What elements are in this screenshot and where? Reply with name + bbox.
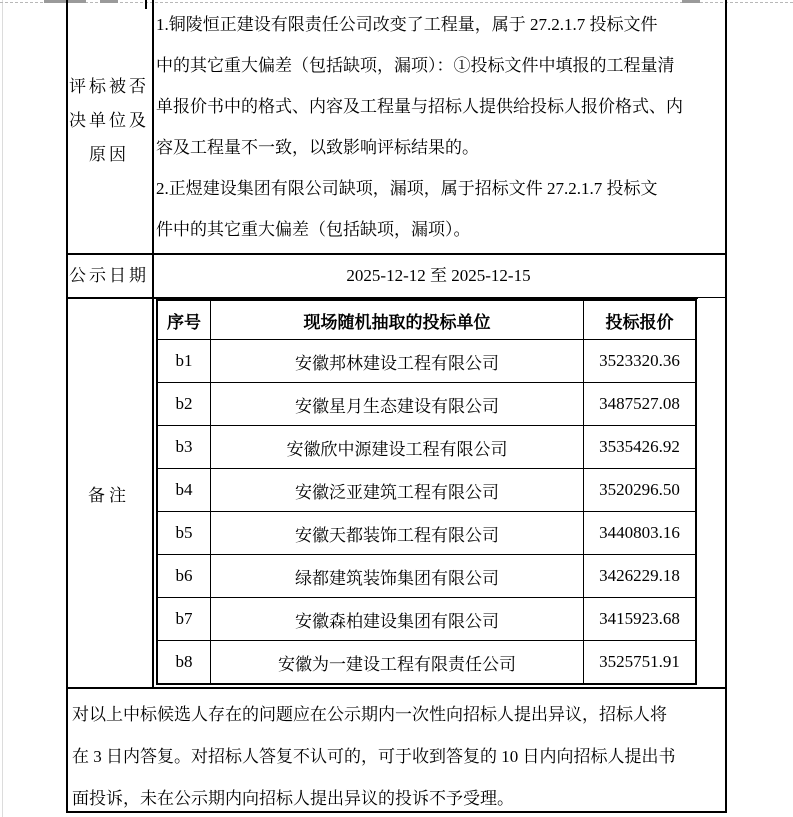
reject-label-line: 评标被否 (69, 77, 149, 96)
row-seq: b8 (175, 652, 193, 671)
row-price: 3487527.08 (583, 383, 695, 425)
reject-label-line: 原因 (89, 145, 129, 164)
row-company: 安徽泛亚建筑工程有限公司 (210, 469, 583, 511)
header-seq: 序号 (167, 312, 201, 332)
page-edge-line (2, 0, 3, 817)
row-company: 安徽天都装饰工程有限公司 (210, 512, 583, 554)
row-price: 3415923.68 (583, 598, 695, 640)
row-seq: b6 (175, 566, 193, 585)
row-seq: b3 (175, 437, 193, 456)
reject-text-line: 单报价书中的格式、内容及工程量与招标人提供给投标人报价格式、内 (156, 97, 683, 116)
row-divider (66, 687, 727, 689)
reject-text-line: 件中的其它重大偏差（包括缺项，漏项）。 (156, 220, 471, 239)
row-seq: b1 (175, 351, 193, 370)
row-price: 3426229.18 (583, 555, 695, 597)
reject-row-content (156, 4, 723, 250)
row-seq: b5 (175, 523, 193, 542)
objection-notice (72, 694, 722, 817)
reject-text-line: 容及工程量不一致，以致影响评标结果的。 (156, 138, 479, 157)
table-row (158, 425, 695, 468)
notice-text-line: 在 3 日内答复。对招标人答复不认可的，可于收到答复的 10 日内向招标人提出书 (72, 747, 676, 766)
row-divider (698, 297, 727, 298)
bid-table-header-row (158, 301, 695, 339)
publicity-date-value: 2025-12-12 至 2025-12-15 (346, 266, 531, 285)
notice-text-line: 对以上中标候选人存在的问题应在公示期内一次性向招标人提出异议，招标人将 (72, 705, 667, 724)
table-row (158, 382, 695, 425)
reject-row-label (66, 70, 152, 172)
bid-table (156, 299, 697, 685)
row-seq: b2 (175, 394, 193, 413)
reject-label-line: 决单位及 (69, 111, 149, 130)
table-row (158, 597, 695, 640)
row-price: 3525751.91 (583, 641, 695, 683)
bid-table-body (158, 339, 695, 683)
label-column-divider (152, 0, 154, 689)
table-row (158, 640, 695, 683)
row-company: 安徽星月生态建设有限公司 (210, 383, 583, 425)
row-company: 安徽为一建设工程有限责任公司 (210, 641, 583, 683)
table-row (158, 554, 695, 597)
remark-label: 备注 (88, 485, 130, 505)
row-company: 绿都建筑装饰集团有限公司 (210, 555, 583, 597)
row-price: 3520296.50 (583, 469, 695, 511)
row-seq: b7 (175, 609, 193, 628)
header-price: 投标报价 (583, 301, 695, 339)
row-company: 安徽邦林建设工程有限公司 (210, 340, 583, 382)
row-price: 3535426.92 (583, 426, 695, 468)
table-right-border (725, 0, 727, 813)
row-company: 安徽欣中源建设工程有限公司 (210, 426, 583, 468)
reject-text-line: 1.铜陵恒正建设有限责任公司改变了工程量，属于 27.2.1.7 投标文件 (156, 15, 658, 34)
publicity-date-label: 公示日期 (69, 266, 149, 285)
notice-table (66, 0, 727, 813)
row-price: 3440803.16 (583, 512, 695, 554)
row-company: 安徽森柏建设集团有限公司 (210, 598, 583, 640)
reject-text-line: 中的其它重大偏差（包括缺项，漏项）：①投标文件中填报的工程量清 (156, 56, 675, 75)
table-row (158, 339, 695, 382)
header-company: 现场随机抽取的投标单位 (210, 301, 583, 339)
reject-text-line: 2.正煜建设集团有限公司缺项，漏项，属于招标文件 27.2.1.7 投标文 (156, 179, 658, 198)
row-price: 3523320.36 (583, 340, 695, 382)
table-row (158, 468, 695, 511)
table-row (158, 511, 695, 554)
row-seq: b4 (175, 480, 193, 499)
notice-text-line: 面投诉，未在公示期内向招标人提出异议的投诉不予受理。 (72, 789, 514, 808)
